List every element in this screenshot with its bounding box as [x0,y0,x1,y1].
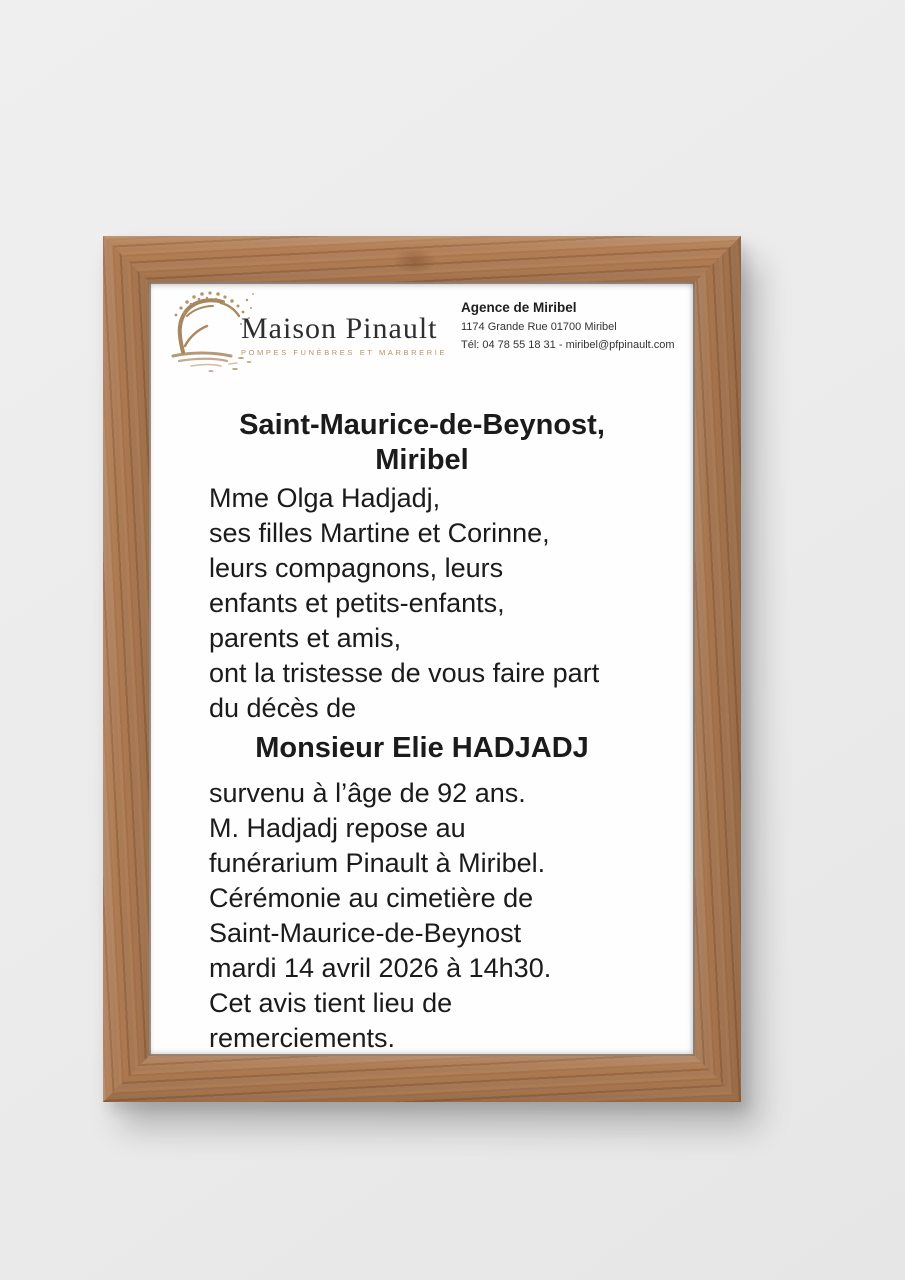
brand-name: Maison Pinault [241,312,438,345]
brand-tagline: POMPES FUNÈBRES ET MARBRERIE [241,348,448,357]
agency-title: Agence de Miribel [461,300,577,315]
agency-address: 1174 Grande Rue 01700 Miribel [461,321,617,333]
frame-edge-top [103,236,741,282]
notice-line: mardi 14 avril 2026 à 14h30. [209,953,552,983]
obituary-notice [149,382,695,1056]
notice-line: ont la tristesse de vous faire part [209,658,600,688]
notice-details [209,776,635,1056]
notice-line: enfants et petits-enfants, [209,588,505,618]
letterhead [149,282,695,382]
notice-line: M. Hadjadj repose au [209,813,466,843]
notice-line: Saint-Maurice-de-Beynost [209,918,522,948]
brand-logo-block [161,286,447,374]
notice-line: parents et amis, [209,623,402,653]
notice-line: Mme Olga Hadjadj, [209,483,441,513]
agency-contact: Tél: 04 78 55 18 31 - miribel@pfpinault.com [461,339,675,351]
notice-line: survenu à l’âge de 92 ans. [209,778,526,808]
notice-location-title [209,408,635,478]
brand-text [241,286,447,357]
notice-line: Miribel [375,444,469,476]
picture-frame [103,236,741,1102]
notice-intro [209,481,635,726]
notice-line: Cet avis tient lieu de [209,988,453,1018]
notice-line: Saint-Maurice-de-Beynost, [239,409,605,441]
notice-line: funérarium Pinault à Miribel. [209,848,546,878]
death-notice-document [149,282,695,1056]
agency-info-block [461,300,675,351]
frame-edge-right [695,236,741,1102]
notice-line: ses filles Martine et Corinne, [209,518,550,548]
notice-line: remerciements. [209,1023,396,1053]
notice-line: Cérémonie au cimetière de [209,883,534,913]
notice-line: du décès de [209,693,357,723]
frame-edge-left [103,236,149,1102]
frame-edge-bottom [103,1056,741,1102]
wood-knot [393,248,437,274]
deceased-name: Monsieur Elie HADJADJ [255,732,589,764]
notice-line: leurs compagnons, leurs [209,553,504,583]
